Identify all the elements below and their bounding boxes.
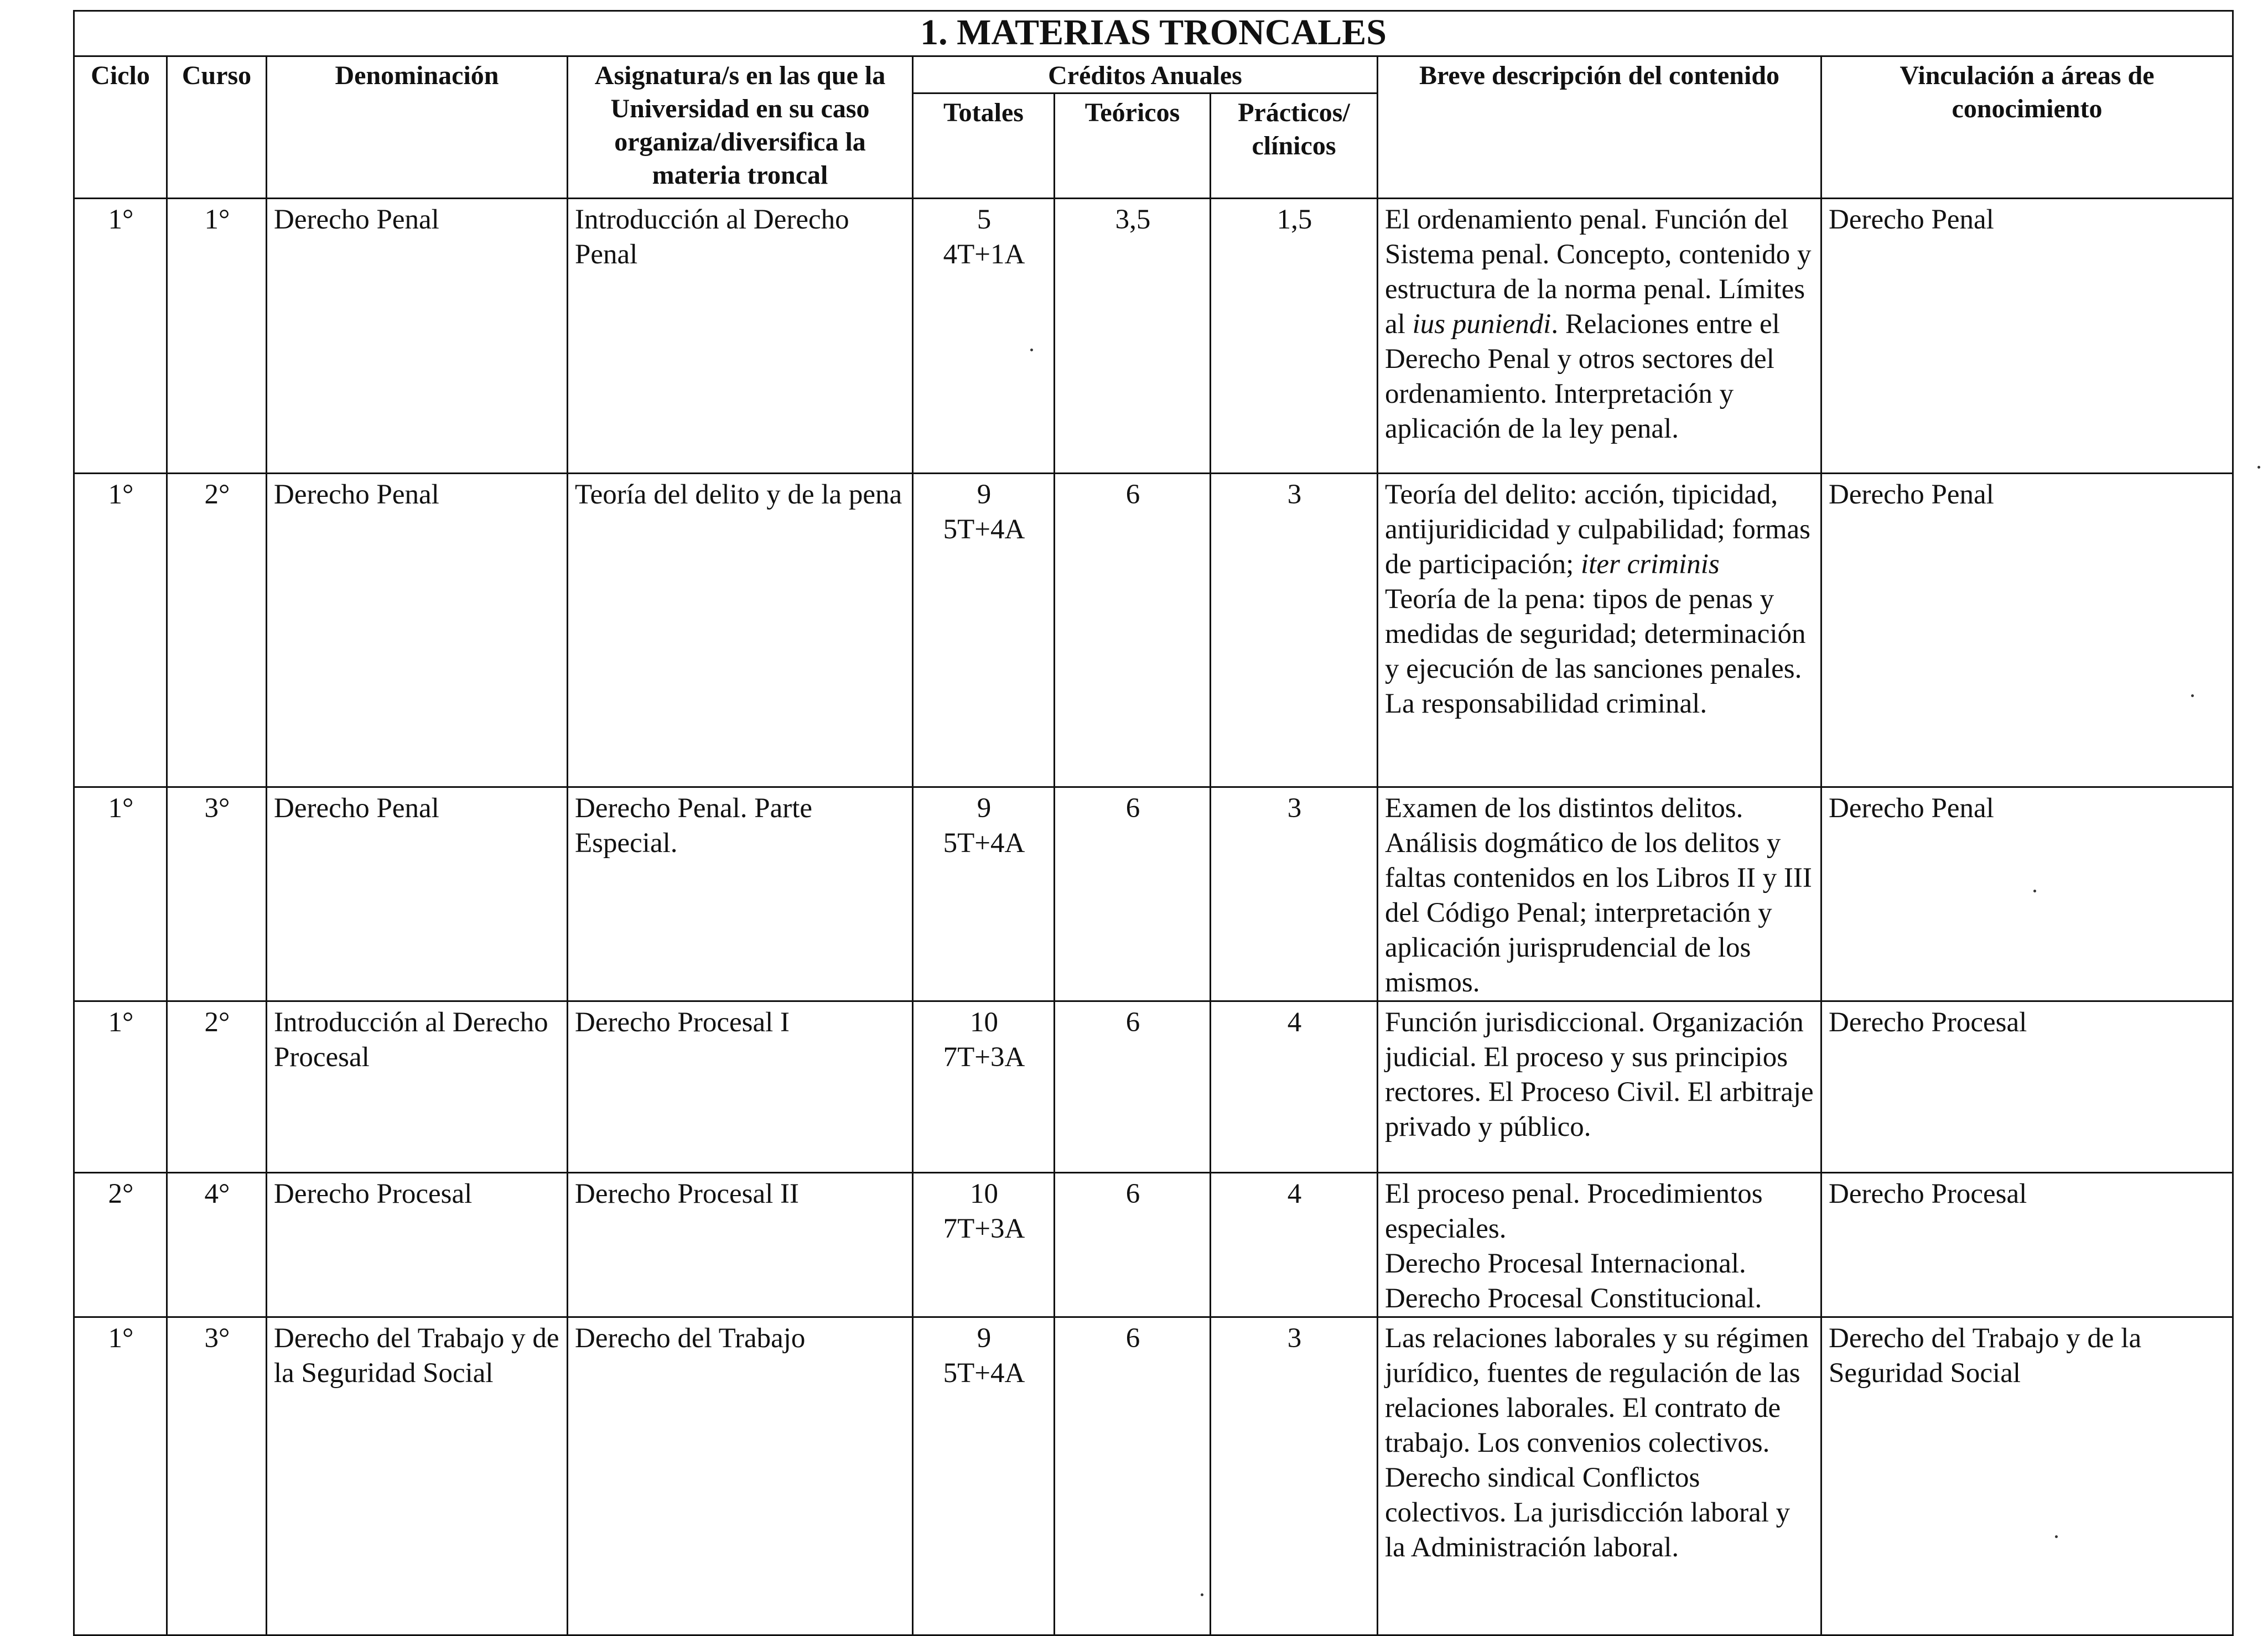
cell-practicos: 4: [1211, 1001, 1378, 1173]
descripcion-text: El ordenamiento penal. Función del Sistema penal. Concepto, contenido y estructura de la norma penal. Límites al: [1385, 204, 1812, 340]
cell-practicos: 4: [1211, 1173, 1378, 1317]
scan-speck: [1201, 1593, 1203, 1596]
cell-totales: [913, 1317, 1055, 1635]
header-teoricos: Teóricos: [1055, 94, 1211, 199]
descripcion-italic: iter criminis: [1581, 549, 1720, 580]
cell-ciclo: 2°: [74, 1173, 167, 1317]
descripcion-text: Derecho Procesal Internacional. Derecho Procesal Constitucional.: [1385, 1248, 1762, 1314]
table-row: [74, 787, 2233, 1001]
cell-curso: 3°: [167, 787, 267, 1001]
cell-ciclo: 1°: [74, 1317, 167, 1635]
header-descripcion: Breve descripción del contenido: [1378, 56, 1821, 199]
totales-value: 9: [977, 1323, 992, 1354]
cell-curso: 2°: [167, 474, 267, 787]
header-asignatura: Asignatura/s en las que la Universidad en su caso organiza/diversifica la materia troncal: [568, 56, 913, 199]
cell-asignatura: Derecho del Trabajo: [568, 1317, 913, 1635]
cell-descripcion: Examen de los distintos delitos. Análisis dogmático de los delitos y faltas contenidos en los Libros II y III del Código Penal; interpretación y aplicación jurisprudencial de los mismos.: [1378, 787, 1821, 1001]
cell-curso: 3°: [167, 1317, 267, 1635]
cell-denominacion: Derecho Penal: [267, 199, 568, 474]
cell-vinculacion: Derecho del Trabajo y de la Seguridad Social: [1821, 1317, 2233, 1635]
cell-teoricos: 6: [1055, 1001, 1211, 1173]
cell-curso: 2°: [167, 1001, 267, 1173]
totales-value: 9: [977, 479, 992, 510]
cell-descripcion: [1378, 199, 1821, 474]
cell-totales: [913, 787, 1055, 1001]
totales-detail: 5T+4A: [943, 828, 1025, 859]
cell-descripcion: [1378, 474, 1821, 787]
cell-curso: 1°: [167, 199, 267, 474]
cell-teoricos: 6: [1055, 1317, 1211, 1635]
cell-asignatura: Teoría del delito y de la pena: [568, 474, 913, 787]
cell-curso: 4°: [167, 1173, 267, 1317]
cell-practicos: 1,5: [1211, 199, 1378, 474]
cell-practicos: 3: [1211, 787, 1378, 1001]
cell-vinculacion: Derecho Penal: [1821, 199, 2233, 474]
cell-denominacion: Derecho Penal: [267, 474, 568, 787]
header-creditos-anuales: Créditos Anuales: [913, 56, 1378, 94]
totales-detail: 7T+3A: [943, 1213, 1025, 1244]
materias-troncales-table: [73, 10, 2234, 1636]
table-row: [74, 1173, 2233, 1317]
cell-denominacion: Derecho del Trabajo y de la Seguridad Social: [267, 1317, 568, 1635]
cell-ciclo: 1°: [74, 199, 167, 474]
cell-vinculacion: Derecho Procesal: [1821, 1001, 2233, 1173]
scan-speck: [2055, 1535, 2058, 1538]
cell-descripcion: Función jurisdiccional. Organización judicial. El proceso y sus principios rectores. El Proceso Civil. El arbitraje privado y público.: [1378, 1001, 1821, 1173]
cell-denominacion: Derecho Penal: [267, 787, 568, 1001]
cell-asignatura: Derecho Procesal II: [568, 1173, 913, 1317]
cell-ciclo: 1°: [74, 787, 167, 1001]
descripcion-text: El proceso penal. Procedimientos especiales.: [1385, 1178, 1763, 1244]
cell-asignatura: Derecho Penal. Parte Especial.: [568, 787, 913, 1001]
cell-totales: [913, 474, 1055, 787]
cell-practicos: 3: [1211, 1317, 1378, 1635]
cell-vinculacion: Derecho Penal: [1821, 474, 2233, 787]
totales-value: 5: [977, 204, 992, 235]
cell-totales: [913, 1173, 1055, 1317]
cell-teoricos: 6: [1055, 1173, 1211, 1317]
cell-totales: [913, 1001, 1055, 1173]
cell-teoricos: 3,5: [1055, 199, 1211, 474]
header-curso: Curso: [167, 56, 267, 199]
cell-vinculacion: Derecho Penal: [1821, 787, 2233, 1001]
totales-value: 10: [970, 1178, 998, 1209]
header-totales: Totales: [913, 94, 1055, 199]
cell-ciclo: 1°: [74, 1001, 167, 1173]
totales-detail: 5T+4A: [943, 1358, 1025, 1389]
cell-teoricos: 6: [1055, 474, 1211, 787]
header-denominacion: Denominación: [267, 56, 568, 199]
header-ciclo: Ciclo: [74, 56, 167, 199]
scan-speck: [2257, 466, 2260, 469]
cell-totales: [913, 199, 1055, 474]
cell-practicos: 3: [1211, 474, 1378, 787]
header-vinculacion: Vinculación a áreas de conocimiento: [1821, 56, 2233, 199]
totales-detail: 4T+1A: [943, 239, 1025, 270]
table-row: [74, 199, 2233, 474]
table-row: [74, 1317, 2233, 1635]
cell-descripcion: [1378, 1173, 1821, 1317]
cell-ciclo: 1°: [74, 474, 167, 787]
cell-asignatura: Derecho Procesal I: [568, 1001, 913, 1173]
header-practicos: Prácticos/ clínicos: [1211, 94, 1378, 199]
cell-denominacion: Introducción al Derecho Procesal: [267, 1001, 568, 1173]
totales-value: 10: [970, 1007, 998, 1038]
scan-speck: [2033, 890, 2036, 892]
table-row: [74, 1001, 2233, 1173]
descripcion-text: . Relaciones entre el Derecho Penal y otros sectores del ordenamiento. Interpretación y aplicación de la ley penal.: [1385, 309, 1780, 444]
cell-descripcion: Las relaciones laborales y su régimen jurídico, fuentes de regulación de las relaciones laborales. El contrato de trabajo. Los convenios colectivos. Derecho sindical Conflictos colectivos. La jurisdicción laboral y la Administración laboral.: [1378, 1317, 1821, 1635]
table-row: [74, 474, 2233, 787]
cell-vinculacion: Derecho Procesal: [1821, 1173, 2233, 1317]
descripcion-text: Teoría de la pena: tipos de penas y medidas de seguridad; determinación y ejecución de las sanciones penales. La responsabilidad criminal.: [1385, 584, 1806, 719]
totales-detail: 5T+4A: [943, 514, 1025, 545]
totales-value: 9: [977, 793, 992, 824]
descripcion-text: Teoría del delito: acción, tipicidad, antijuridicidad y culpabilidad; formas de participación;: [1385, 479, 1811, 580]
descripcion-italic: ius puniendi: [1412, 309, 1551, 340]
cell-asignatura: Introducción al Derecho Penal: [568, 199, 913, 474]
cell-teoricos: 6: [1055, 787, 1211, 1001]
totales-detail: 7T+3A: [943, 1042, 1025, 1073]
scan-speck: [1030, 349, 1033, 351]
cell-denominacion: Derecho Procesal: [267, 1173, 568, 1317]
table-title: 1. MATERIAS TRONCALES: [74, 11, 2233, 56]
scan-speck: [2191, 694, 2194, 697]
